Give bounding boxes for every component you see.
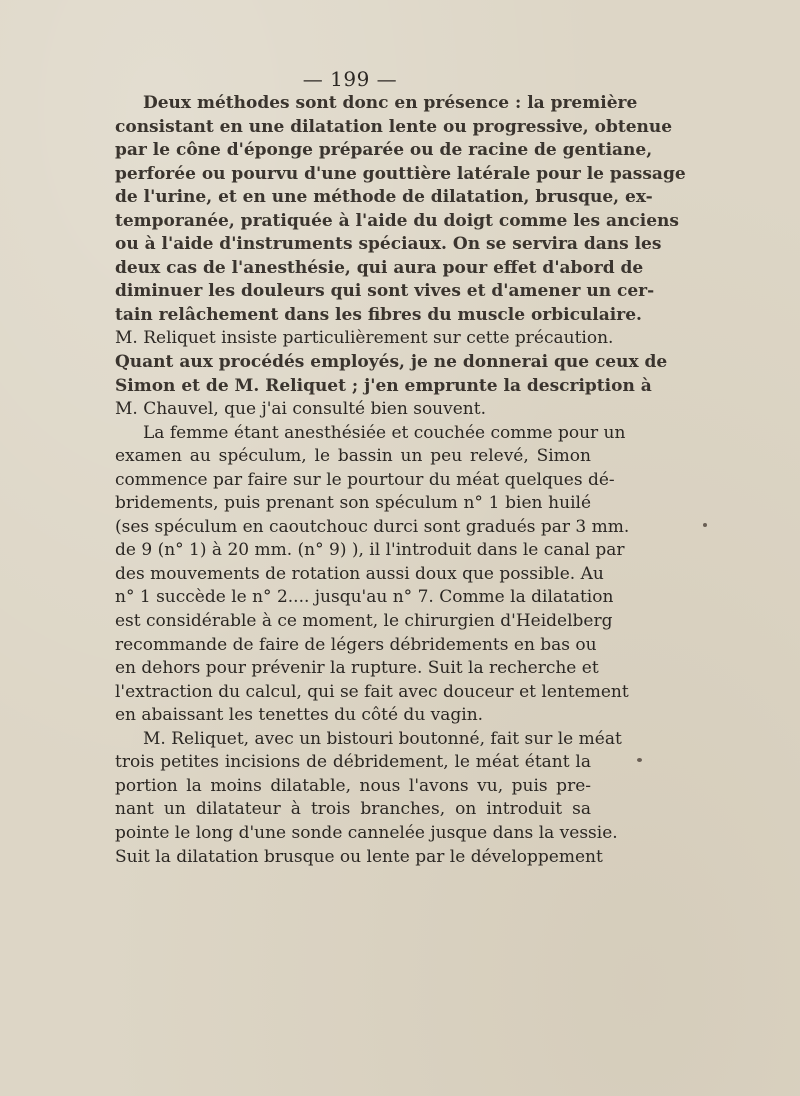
text-line: n° 1 succède le n° 2.... jusqu'au n° 7. Comme la dilatation	[115, 587, 614, 608]
text-line: (ses spéculum en caoutchouc durci sont gradués par 3 mm.	[115, 516, 630, 537]
text-line: examen au spéculum, le bassin un peu relevé, Simon	[115, 446, 591, 467]
text-line: Quant aux procédés employés, je ne donnerai que ceux de	[115, 352, 668, 373]
text-line: M. Reliquet insiste particulièrement sur cette précaution.	[115, 328, 614, 349]
text-line: en abaissant les tenettes du côté du vagin.	[115, 705, 484, 726]
text-line: Deux méthodes sont donc en présence : la première	[143, 93, 638, 113]
text-line: l'extraction du calcul, qui se fait avec douceur et lentement	[115, 681, 629, 702]
body-text	[115, 92, 686, 869]
ink-speck	[637, 758, 642, 762]
text-line: en dehors pour prévenir la rupture. Suit la recherche et	[115, 658, 599, 679]
text-line: commence par faire sur le pourtour du méat quelques dé-	[115, 469, 615, 490]
text-line: nant un dilatateur à trois branches, on introduit sa	[115, 799, 591, 820]
text-line: par le cône d'éponge préparée ou de racine de gentiane,	[115, 140, 653, 161]
paragraph-simon-procedure	[115, 422, 630, 728]
text-line: ou à l'aide d'instruments spéciaux. On se servira dans les	[115, 234, 662, 255]
text-line: M. Reliquet, avec un bistouri boutonné, fait sur le méat	[143, 728, 622, 749]
text-line: recommande de faire de légers débridements en bas ou	[115, 634, 597, 655]
text-line: consistant en une dilatation lente ou progressive, obtenue	[115, 116, 673, 137]
text-line: perforée ou pourvu d'une gouttière latérale pour le passage	[115, 163, 686, 184]
text-line: bridements, puis prenant son spéculum n° 1 bien huilé	[115, 493, 591, 514]
text-line: deux cas de l'anesthésie, qui aura pour effet d'abord de	[115, 257, 644, 278]
text-line: Simon et de M. Reliquet ; j'en emprunte la description à	[115, 375, 652, 396]
text-line: de l'urine, et en une méthode de dilatation, brusque, ex-	[115, 187, 653, 208]
ink-speck	[703, 523, 707, 527]
page-number: — 199 —	[302, 67, 398, 91]
text-line: La femme étant anesthésiée et couchée comme pour un	[143, 422, 626, 443]
text-line: M. Chauvel, que j'ai consulté bien souvent.	[115, 399, 486, 420]
text-line: temporanée, pratiquée à l'aide du doigt comme les anciens	[115, 210, 679, 231]
text-line: est considérable à ce moment, le chirurgien d'Heidelberg	[115, 611, 613, 632]
paragraph-reliquet-procedure	[115, 728, 622, 869]
text-line: de 9 (n° 1) à 20 mm. (n° 9) ), il l'introduit dans le canal par	[115, 540, 625, 561]
text-line: des mouvements de rotation aussi doux que possible. Au	[115, 563, 604, 584]
text-line: pointe le long d'une sonde cannelée jusque dans la vessie.	[115, 822, 618, 843]
text-line: Suit la dilatation brusque ou lente par le développement	[115, 846, 603, 867]
text-line: tain relâchement dans les fibres du muscle orbiculaire.	[115, 304, 642, 325]
paragraph-methods	[115, 92, 686, 422]
text-line: diminuer les douleurs qui sont vives et d'amener un cer-	[115, 281, 655, 302]
text-line: trois petites incisions de débridement, le méat étant la	[115, 752, 591, 773]
text-line: portion la moins dilatable, nous l'avons vu, puis pre-	[115, 775, 591, 796]
